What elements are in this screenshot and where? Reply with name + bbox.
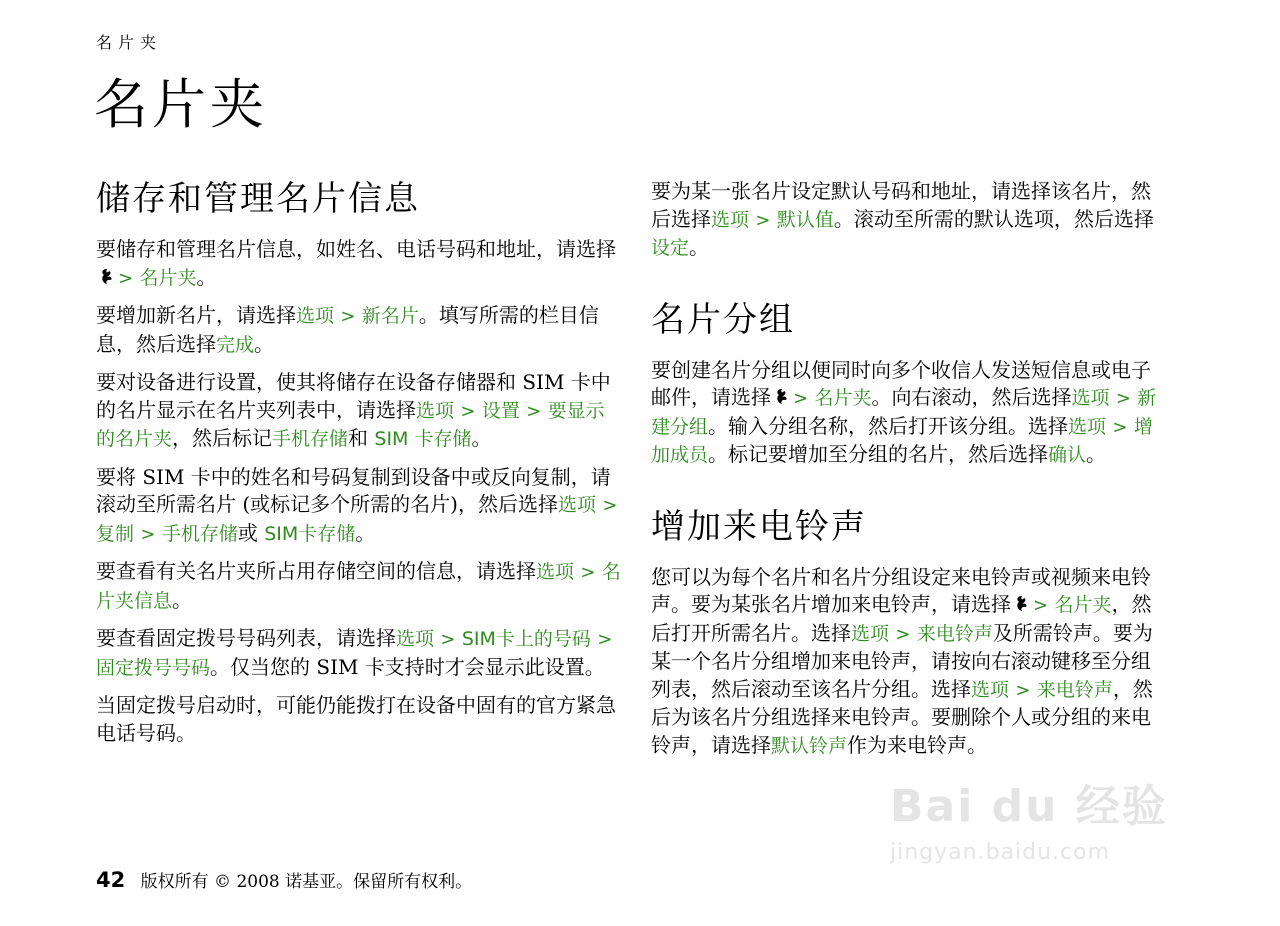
paragraph-copy: 要将 SIM 卡中的姓名和号码复制到设备中或反向复制，请滚动至所需名片 (或标记多个所需的名片)，然后选择选项 > 复制 > 手机存储或 SIM卡存储。 bbox=[96, 464, 618, 545]
link-phone-memory[interactable]: 手机存储 bbox=[161, 522, 238, 545]
page-footer bbox=[96, 867, 472, 892]
copyright-notice: 版权所有 © 2008 诺基亚。保留所有权利。 bbox=[140, 872, 473, 892]
link-ringtone[interactable]: 来电铃声 bbox=[1036, 678, 1113, 701]
baidu-watermark bbox=[890, 770, 1210, 890]
link-ringtone[interactable]: 来电铃声 bbox=[916, 622, 993, 645]
paragraph-memory-info: 要查看有关名片夹所占用存储空间的信息，请选择选项 > 名片夹信息。 bbox=[96, 559, 621, 612]
link-ok[interactable]: 确认 bbox=[1048, 444, 1087, 466]
paragraph-store: 要储存和管理名片信息，如姓名、电话号码和地址，请选择> 名片夹。 bbox=[96, 237, 616, 289]
link-done[interactable]: 完成 bbox=[216, 333, 255, 356]
section-heading-groups: 名片分组 bbox=[651, 299, 795, 340]
paragraph-groups: 要创建名片分组以便同时向多个收信人发送短信息或电子邮件，请选择 > 名片夹。向右滚动，然后选择选项 > 新建分组。输入分组名称，然后打开该分组。选择选项 > 增加成员。标记要增加至分组的名片，然后选择确认。 bbox=[651, 357, 1157, 466]
section-heading-ringtones: 增加来电铃声 bbox=[651, 506, 867, 547]
menu-key-icon bbox=[774, 387, 790, 407]
link-sim-memory[interactable]: SIM卡存储 bbox=[264, 522, 356, 545]
paragraph-add-contact: 要增加新名片，请选择选项 > 新名片。填写所需的栏目信息，然后选择完成。 bbox=[96, 303, 599, 356]
paragraph-default: 要为某一张名片设定默认号码和地址，请选择该名片，然后选择选项 > 默认值。滚动至所需的默认选项，然后选择设定。 bbox=[651, 179, 1154, 259]
watermark-url: jingyan.baidu.com bbox=[890, 840, 1111, 865]
link-options[interactable]: 选项 bbox=[711, 208, 750, 231]
link-copy[interactable]: 复制 bbox=[96, 522, 135, 545]
link-phone-memory[interactable]: 手机存储 bbox=[272, 428, 349, 450]
link-sim-memory[interactable]: SIM 卡存储 bbox=[374, 428, 472, 450]
link-defaults[interactable]: 默认值 bbox=[776, 208, 834, 231]
section-heading-manage: 储存和管理名片信息 bbox=[96, 179, 420, 219]
menu-key-icon bbox=[99, 267, 115, 287]
link-options[interactable]: 选项 bbox=[851, 622, 890, 645]
running-head: 名片夹 bbox=[96, 33, 163, 52]
left-column bbox=[96, 178, 622, 757]
link-options[interactable]: 选项 bbox=[396, 628, 435, 650]
link-add-members[interactable]: 增加成员 bbox=[651, 415, 1153, 466]
link-fixed-dialing[interactable]: 固定拨号号码 bbox=[96, 656, 211, 679]
paragraph-ringtones: 您可以为每个名片和名片分组设定来电铃声或视频来电铃声。要为某张名片增加来电铃声，请选择 > 名片夹，然后打开所需名片。选择选项 > 来电铃声及所需铃声。要为某一个名片分组增加来电铃声，请按向右滚动键移至分组列表，然后滚动至该名片分组。选择选项 > 来电铃声，然后为该名片分组选择来电铃声。要删除个人或分组的来电铃声，请选择默认铃声作为来电铃声。 bbox=[651, 564, 1153, 757]
link-options[interactable]: 选项 bbox=[416, 399, 455, 422]
link-options[interactable]: 选项 bbox=[296, 305, 335, 327]
page-number: 42 bbox=[96, 868, 126, 892]
watermark-logo: Bai du 经验 bbox=[890, 781, 1168, 832]
link-contacts[interactable]: 名片夹 bbox=[1054, 594, 1112, 616]
link-contacts[interactable]: 名片夹 bbox=[139, 266, 197, 289]
link-contacts-info[interactable]: 名片夹信息 bbox=[96, 561, 621, 612]
paragraph-fixed-dialing: 要查看固定拨号号码列表，请选择选项 > SIM卡上的号码 > 固定拨号号码。仅当您的 SIM 卡支持时才会显示此设置。 bbox=[96, 626, 613, 679]
page-title: 名片夹 bbox=[94, 73, 268, 136]
paragraph-emergency: 当固定拨号启动时，可能仍能拨打在设备中固有的官方紧急电话号码。 bbox=[96, 693, 616, 745]
link-sim-numbers[interactable]: SIM卡上的号码 bbox=[461, 628, 591, 650]
link-settings[interactable]: 设置 bbox=[481, 399, 520, 422]
link-default-tone[interactable]: 默认铃声 bbox=[771, 734, 848, 757]
link-assign[interactable]: 设定 bbox=[651, 237, 690, 259]
link-options[interactable]: 选项 bbox=[1071, 387, 1110, 409]
right-column bbox=[651, 178, 1161, 770]
link-contacts[interactable]: 名片夹 bbox=[814, 387, 872, 409]
link-options[interactable]: 选项 bbox=[971, 678, 1010, 701]
link-new-group[interactable]: 新建分组 bbox=[651, 387, 1157, 438]
link-options[interactable]: 选项 bbox=[536, 561, 575, 583]
menu-key-icon bbox=[1014, 594, 1030, 614]
link-new-contact[interactable]: 新名片 bbox=[361, 305, 419, 327]
link-options[interactable]: 选项 bbox=[1068, 415, 1107, 438]
paragraph-settings: 要对设备进行设置，使其将储存在设备存储器和 SIM 卡中的名片显示在名片夹列表中，请选择选项 > 设置 > 要显示的名片夹，然后标记手机存储和 SIM 卡存储。 bbox=[96, 370, 611, 450]
link-options[interactable]: 选项 bbox=[557, 494, 596, 516]
link-contacts-to-display[interactable]: 要显示的名片夹 bbox=[96, 399, 605, 450]
